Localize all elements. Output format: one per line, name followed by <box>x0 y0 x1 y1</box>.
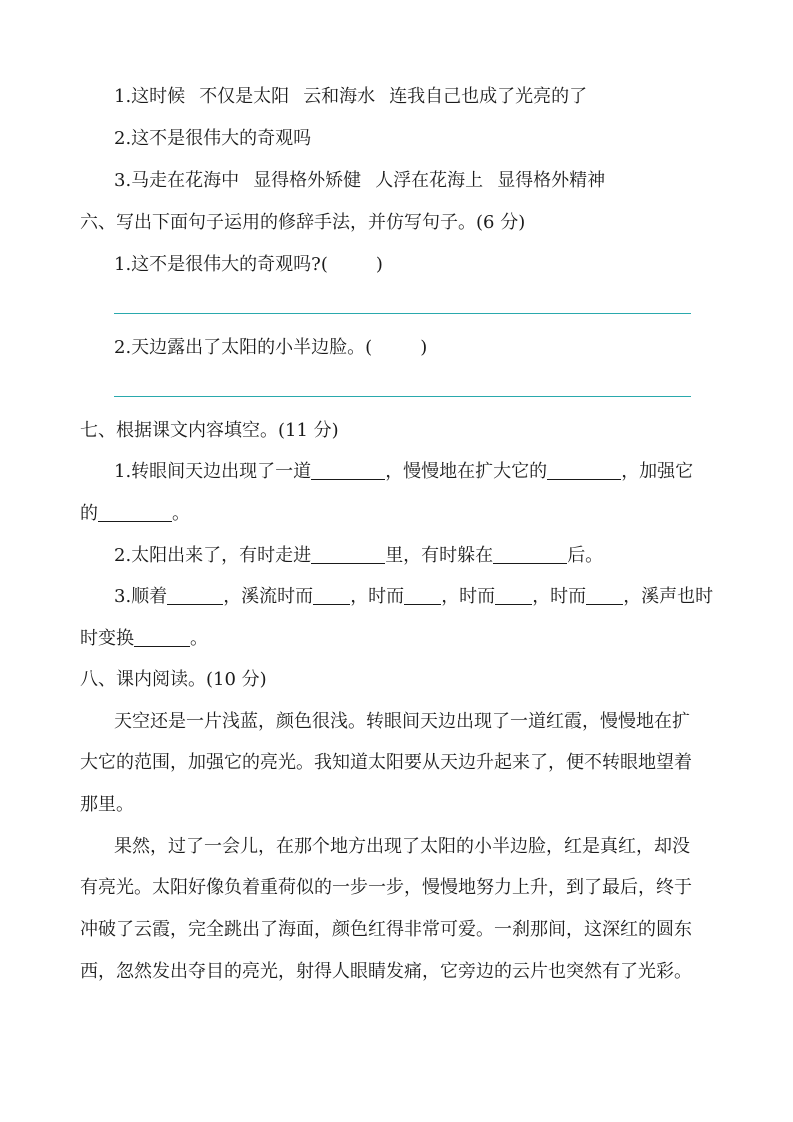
fill-blank[interactable] <box>98 503 172 522</box>
rhetoric-question-1: 1.这不是很伟大的奇观吗?( ) <box>114 254 383 275</box>
fill-question-3-cont: 时变换 。 <box>80 628 208 649</box>
fill-blank[interactable] <box>311 461 385 480</box>
reading-para1-line: 那里。 <box>80 794 134 815</box>
fill-blank[interactable] <box>495 586 532 605</box>
fill-question-2: 2.太阳出来了，有时走进 里，有时躲在 后。 <box>114 545 604 566</box>
punctuation-item-2: 2.这不是很伟大的奇观吗 <box>114 128 312 149</box>
section6-heading: 六、写出下面句子运用的修辞手法，并仿写句子。(6 分) <box>80 212 526 233</box>
fill-blank[interactable] <box>313 586 350 605</box>
reading-para1-line: 大它的范围，加强它的亮光。我知道太阳要从天边升起来了，便不转眼地望着 <box>80 752 692 773</box>
fill-blank[interactable] <box>404 586 441 605</box>
fill-blank[interactable] <box>167 586 223 605</box>
reading-para2-line: 西，忽然发出夺目的亮光，射得人眼睛发痛，它旁边的云片也突然有了光彩。 <box>80 961 692 982</box>
section8-heading: 八、课内阅读。(10 分) <box>80 669 267 690</box>
reading-para2-line: 有亮光。太阳好像负着重荷似的一步一步，慢慢地努力上升，到了最后，终于 <box>80 877 692 898</box>
fill-blank[interactable] <box>493 545 567 564</box>
fill-question-3: 3.顺着 ，溪流时而 ，时而 ，时而 ，时而 ，溪声也时 <box>114 586 714 607</box>
punctuation-item-1: 1.这时候 不仅是太阳 云和海水 连我自己也成了光亮的了 <box>114 86 588 107</box>
fill-blank[interactable] <box>547 461 621 480</box>
section7-heading: 七、根据课文内容填空。(11 分) <box>80 420 339 441</box>
reading-para1-line: 天空还是一片浅蓝，颜色很浅。转眼间天边出现了一道红霞，慢慢地在扩 <box>114 711 690 732</box>
imitation-answer-line-2[interactable] <box>114 396 691 397</box>
imitation-answer-line-1[interactable] <box>114 313 691 314</box>
fill-question-1-cont: 的 。 <box>80 503 190 524</box>
reading-para2-line: 冲破了云霞，完全跳出了海面，颜色红得非常可爱。一刹那间，这深红的圆东 <box>80 919 692 940</box>
reading-para2-line: 果然，过了一会儿，在那个地方出现了太阳的小半边脸，红是真红，却没 <box>114 836 690 857</box>
rhetoric-question-2: 2.天边露出了太阳的小半边脸。( ) <box>114 337 428 358</box>
fill-blank[interactable] <box>134 628 190 647</box>
punctuation-item-3: 3.马走在花海中 显得格外矫健 人浮在花海上 显得格外精神 <box>114 170 606 191</box>
fill-blank[interactable] <box>586 586 623 605</box>
fill-question-1: 1.转眼间天边出现了一道 ，慢慢地在扩大它的 ，加强它 <box>114 461 694 482</box>
fill-blank[interactable] <box>311 545 385 564</box>
